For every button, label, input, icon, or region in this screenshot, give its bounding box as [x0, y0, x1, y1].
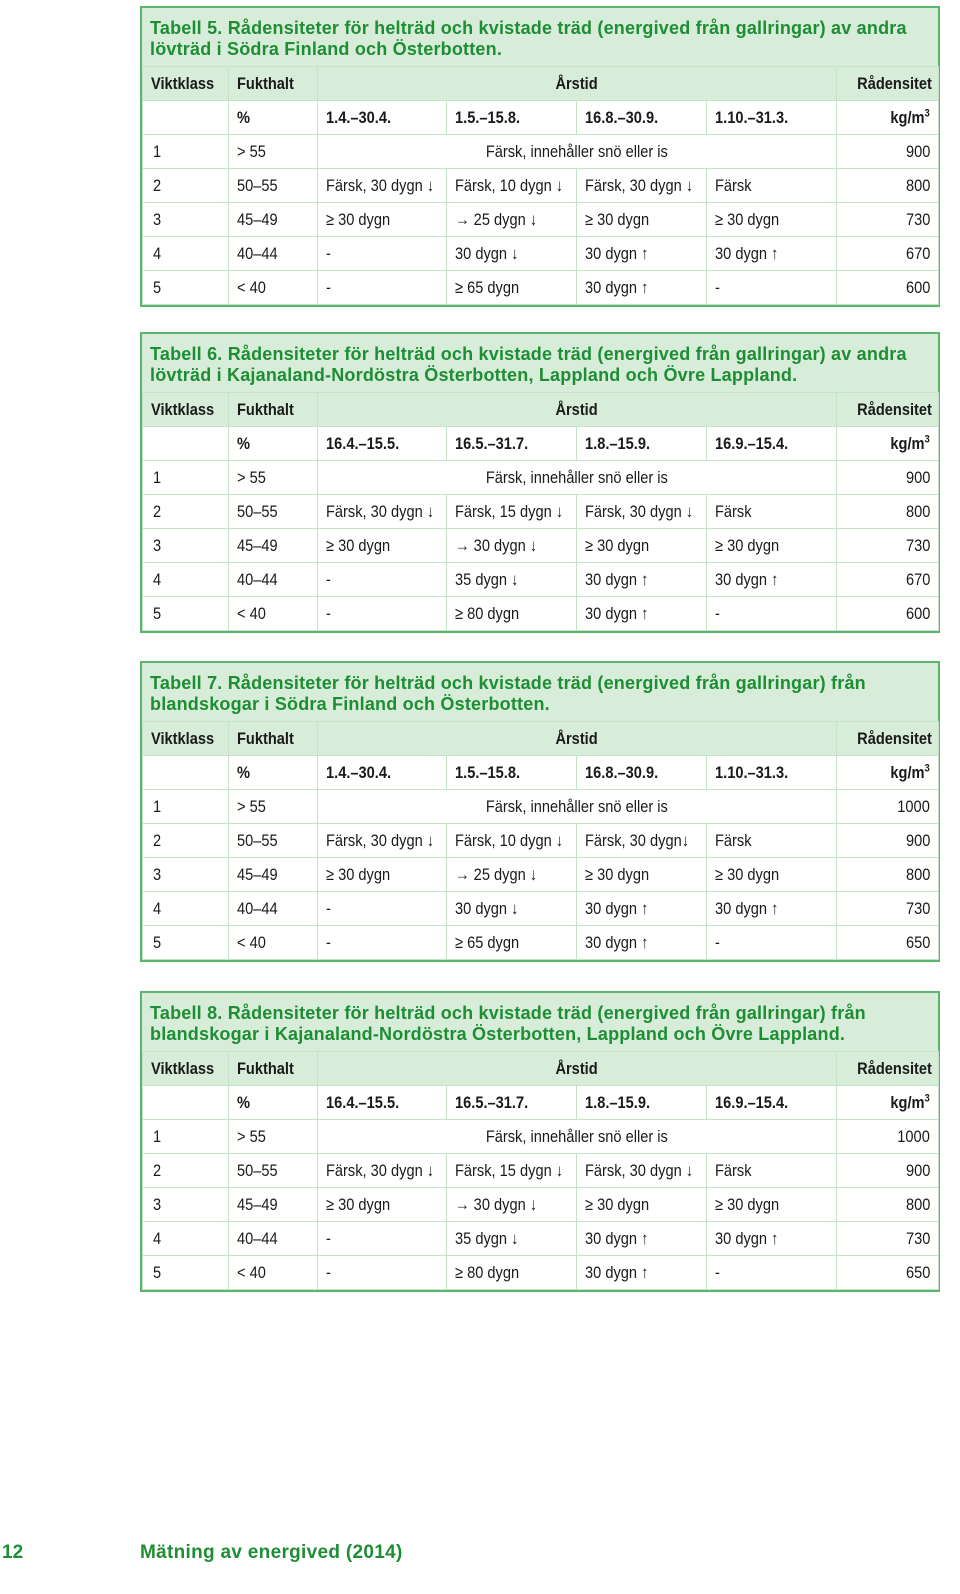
densitet-cell: 730 — [837, 529, 939, 563]
season-cell: ≥ 65 dygn — [447, 271, 577, 305]
fukthalt-cell: 45–49 — [229, 529, 318, 563]
season-cell: - — [318, 237, 447, 271]
season-cell: Färsk, 30 dygn ↓ — [318, 495, 447, 529]
season-cell: ≥ 30 dygn — [577, 858, 707, 892]
season-cell: Färsk, 30 dygn↓ — [577, 824, 707, 858]
col-header-fukthalt: Fukthalt — [229, 67, 318, 101]
period-header: 16.4.–15.5. — [318, 1086, 447, 1120]
season-cell: 30 dygn ↑ — [577, 563, 707, 597]
table-row — [143, 1120, 939, 1154]
densitet-cell: 650 — [837, 1256, 939, 1290]
season-cell: - — [707, 597, 837, 631]
fukthalt-cell: > 55 — [229, 1120, 318, 1154]
viktklass-cell: 3 — [143, 203, 229, 237]
densitet-cell: 730 — [837, 892, 939, 926]
density-table — [142, 392, 939, 631]
season-cell: ≥ 65 dygn — [447, 926, 577, 960]
viktklass-cell: 4 — [143, 237, 229, 271]
season-cell: Färsk — [707, 824, 837, 858]
season-cell: Färsk, 30 dygn ↓ — [318, 824, 447, 858]
densitet-cell: 900 — [837, 461, 939, 495]
fukthalt-cell: 45–49 — [229, 203, 318, 237]
period-header: 1.8.–15.9. — [577, 427, 707, 461]
units-row — [143, 756, 939, 790]
season-cell: - — [318, 271, 447, 305]
table-7 — [140, 661, 940, 962]
period-header: 16.8.–30.9. — [577, 756, 707, 790]
table-title: Tabell 6. Rådensiteter för helträd och kvistade träd (energived från gallringar) av andra lövträd i Kajanaland-Nordöstra Österbotten, Lappland och Övre Lappland. — [142, 334, 938, 392]
season-cell: → 25 dygn ↓ — [447, 858, 577, 892]
page-footer — [0, 1538, 960, 1568]
season-cell: - — [318, 1256, 447, 1290]
season-cell: Färsk — [707, 169, 837, 203]
col-header-arstid: Årstid — [318, 722, 837, 756]
table-row — [143, 461, 939, 495]
densitet-cell: 1000 — [837, 1120, 939, 1154]
table-row — [143, 824, 939, 858]
viktklass-cell: 1 — [143, 461, 229, 495]
fukthalt-cell: > 55 — [229, 461, 318, 495]
period-header: 1.8.–15.9. — [577, 1086, 707, 1120]
publication-title: Mätning av energived (2014) — [140, 1542, 403, 1563]
unit-percent: % — [229, 756, 318, 790]
table-row — [143, 271, 939, 305]
fukthalt-cell: 45–49 — [229, 858, 318, 892]
col-header-viktklass: Viktklass — [143, 67, 229, 101]
densitet-cell: 800 — [837, 1188, 939, 1222]
season-cell: ≥ 80 dygn — [447, 1256, 577, 1290]
season-cell: ≥ 30 dygn — [577, 203, 707, 237]
season-cell: ≥ 30 dygn — [577, 529, 707, 563]
viktklass-cell: 5 — [143, 271, 229, 305]
period-header: 1.5.–15.8. — [447, 756, 577, 790]
season-cell: - — [707, 1256, 837, 1290]
col-header-viktklass: Viktklass — [143, 722, 229, 756]
col-header-radensitet: Rådensitet — [837, 393, 939, 427]
col-header-radensitet: Rådensitet — [837, 722, 939, 756]
densitet-cell: 650 — [837, 926, 939, 960]
fukthalt-cell: < 40 — [229, 1256, 318, 1290]
densitet-cell: 730 — [837, 1222, 939, 1256]
period-header: 16.5.–31.7. — [447, 427, 577, 461]
fukthalt-cell: < 40 — [229, 271, 318, 305]
table-row — [143, 135, 939, 169]
period-header: 1.10.–31.3. — [707, 756, 837, 790]
viktklass-cell: 2 — [143, 495, 229, 529]
season-cell: - — [318, 892, 447, 926]
page-number: 12 — [2, 1542, 24, 1563]
header-row — [143, 722, 939, 756]
fukthalt-cell: < 40 — [229, 926, 318, 960]
viktklass-cell: 2 — [143, 824, 229, 858]
table-row — [143, 1188, 939, 1222]
season-cell: → 30 dygn ↓ — [447, 529, 577, 563]
season-cell: - — [318, 563, 447, 597]
season-cell: 30 dygn ↑ — [577, 1256, 707, 1290]
fukthalt-cell: 40–44 — [229, 1222, 318, 1256]
season-cell: ≥ 30 dygn — [577, 1188, 707, 1222]
season-cell: Färsk, 15 dygn ↓ — [447, 1154, 577, 1188]
viktklass-cell: 5 — [143, 926, 229, 960]
table-row — [143, 1154, 939, 1188]
densitet-cell: 800 — [837, 858, 939, 892]
season-cell: 30 dygn ↑ — [707, 237, 837, 271]
period-header: 1.4.–30.4. — [318, 756, 447, 790]
col-header-arstid: Årstid — [318, 393, 837, 427]
table-row — [143, 563, 939, 597]
table-title: Tabell 8. Rådensiteter för helträd och kvistade träd (energived från gallringar) från blandskogar i Kajanaland-Nordöstra Österbotten, Lappland och Övre Lappland. — [142, 993, 938, 1051]
season-cell: - — [318, 926, 447, 960]
season-cell: Färsk — [707, 1154, 837, 1188]
season-cell: ≥ 30 dygn — [318, 529, 447, 563]
table-6 — [140, 332, 940, 633]
season-cell: ≥ 30 dygn — [318, 203, 447, 237]
unit-density: $kg/m^3$ — [837, 101, 939, 135]
season-cell: 30 dygn ↑ — [707, 563, 837, 597]
season-cell: Färsk, 30 dygn ↓ — [318, 1154, 447, 1188]
density-table — [142, 1051, 939, 1290]
viktklass-cell: 3 — [143, 529, 229, 563]
fukthalt-cell: 50–55 — [229, 824, 318, 858]
table-row — [143, 529, 939, 563]
season-cell: Färsk, 10 dygn ↓ — [447, 824, 577, 858]
fukthalt-cell: 50–55 — [229, 169, 318, 203]
col-header-fukthalt: Fukthalt — [229, 1052, 318, 1086]
col-header-viktklass: Viktklass — [143, 1052, 229, 1086]
table-5 — [140, 6, 940, 307]
season-cell: 30 dygn ↑ — [577, 237, 707, 271]
season-cell: → 25 dygn ↓ — [447, 203, 577, 237]
period-header: 16.5.–31.7. — [447, 1086, 577, 1120]
table-row — [143, 926, 939, 960]
viktklass-cell: 2 — [143, 1154, 229, 1188]
table-row — [143, 495, 939, 529]
viktklass-cell: 4 — [143, 563, 229, 597]
col-header-radensitet: Rådensitet — [837, 67, 939, 101]
season-cell: Färsk, innehåller snö eller is — [318, 135, 837, 169]
season-cell: → 30 dygn ↓ — [447, 1188, 577, 1222]
season-cell: ≥ 30 dygn — [707, 529, 837, 563]
viktklass-cell: 3 — [143, 1188, 229, 1222]
fukthalt-cell: 40–44 — [229, 237, 318, 271]
fukthalt-cell: 40–44 — [229, 892, 318, 926]
units-row — [143, 1086, 939, 1120]
col-header-viktklass: Viktklass — [143, 393, 229, 427]
unit-percent: % — [229, 1086, 318, 1120]
season-cell: 30 dygn ↑ — [577, 597, 707, 631]
table-row — [143, 790, 939, 824]
table-row — [143, 858, 939, 892]
header-row — [143, 1052, 939, 1086]
season-cell: Färsk, 30 dygn ↓ — [577, 1154, 707, 1188]
col-header-radensitet: Rådensitet — [837, 1052, 939, 1086]
season-cell: Färsk, innehåller snö eller is — [318, 461, 837, 495]
table-row — [143, 203, 939, 237]
fukthalt-cell: 40–44 — [229, 563, 318, 597]
unit-percent: % — [229, 101, 318, 135]
season-cell: - — [707, 926, 837, 960]
unit-density: $kg/m^3$ — [837, 756, 939, 790]
table-row — [143, 237, 939, 271]
season-cell: 30 dygn ↑ — [577, 892, 707, 926]
season-cell: Färsk, innehåller snö eller is — [318, 1120, 837, 1154]
fukthalt-cell: 50–55 — [229, 1154, 318, 1188]
season-cell: ≥ 30 dygn — [707, 858, 837, 892]
season-cell: Färsk, 30 dygn ↓ — [577, 495, 707, 529]
fukthalt-cell: 45–49 — [229, 1188, 318, 1222]
table-row — [143, 169, 939, 203]
season-cell: Färsk, 15 dygn ↓ — [447, 495, 577, 529]
table-8 — [140, 991, 940, 1292]
season-cell: 30 dygn ↑ — [577, 271, 707, 305]
season-cell: 30 dygn ↓ — [447, 892, 577, 926]
season-cell: ≥ 30 dygn — [318, 858, 447, 892]
season-cell: 30 dygn ↑ — [577, 926, 707, 960]
density-table — [142, 721, 939, 960]
season-cell: ≥ 30 dygn — [707, 1188, 837, 1222]
season-cell: 30 dygn ↑ — [707, 1222, 837, 1256]
season-cell: ≥ 80 dygn — [447, 597, 577, 631]
season-cell: 35 dygn ↓ — [447, 563, 577, 597]
season-cell: 35 dygn ↓ — [447, 1222, 577, 1256]
period-header: 16.9.–15.4. — [707, 1086, 837, 1120]
densitet-cell: 900 — [837, 135, 939, 169]
unit-percent: % — [229, 427, 318, 461]
table-title: Tabell 7. Rådensiteter för helträd och kvistade träd (energived från gallringar) från blandskogar i Södra Finland och Österbotten. — [142, 663, 938, 721]
season-cell: Färsk, 30 dygn ↓ — [577, 169, 707, 203]
period-header: 16.8.–30.9. — [577, 101, 707, 135]
viktklass-cell: 1 — [143, 135, 229, 169]
units-row — [143, 101, 939, 135]
period-header: 1.4.–30.4. — [318, 101, 447, 135]
viktklass-cell: 1 — [143, 1120, 229, 1154]
period-header: 1.5.–15.8. — [447, 101, 577, 135]
table-row — [143, 597, 939, 631]
col-header-fukthalt: Fukthalt — [229, 722, 318, 756]
viktklass-cell: 5 — [143, 597, 229, 631]
densitet-cell: 900 — [837, 1154, 939, 1188]
unit-density: $kg/m^3$ — [837, 1086, 939, 1120]
densitet-cell: 670 — [837, 237, 939, 271]
col-header-fukthalt: Fukthalt — [229, 393, 318, 427]
viktklass-cell: 1 — [143, 790, 229, 824]
fukthalt-cell: > 55 — [229, 790, 318, 824]
densitet-cell: 900 — [837, 824, 939, 858]
fukthalt-cell: 50–55 — [229, 495, 318, 529]
densitet-cell: 800 — [837, 495, 939, 529]
season-cell: Färsk, 10 dygn ↓ — [447, 169, 577, 203]
viktklass-cell: 5 — [143, 1256, 229, 1290]
col-header-arstid: Årstid — [318, 67, 837, 101]
density-table — [142, 66, 939, 305]
season-cell: 30 dygn ↑ — [707, 892, 837, 926]
unit-density: $kg/m^3$ — [837, 427, 939, 461]
fukthalt-cell: > 55 — [229, 135, 318, 169]
season-cell: - — [318, 597, 447, 631]
densitet-cell: 600 — [837, 597, 939, 631]
season-cell: Färsk, innehåller snö eller is — [318, 790, 837, 824]
fukthalt-cell: < 40 — [229, 597, 318, 631]
col-header-arstid: Årstid — [318, 1052, 837, 1086]
season-cell: Färsk, 30 dygn ↓ — [318, 169, 447, 203]
season-cell: 30 dygn ↓ — [447, 237, 577, 271]
densitet-cell: 600 — [837, 271, 939, 305]
viktklass-cell: 4 — [143, 892, 229, 926]
period-header: 1.10.–31.3. — [707, 101, 837, 135]
densitet-cell: 730 — [837, 203, 939, 237]
densitet-cell: 800 — [837, 169, 939, 203]
season-cell: ≥ 30 dygn — [318, 1188, 447, 1222]
season-cell: 30 dygn ↑ — [577, 1222, 707, 1256]
period-header: 16.4.–15.5. — [318, 427, 447, 461]
season-cell: - — [318, 1222, 447, 1256]
units-row — [143, 427, 939, 461]
period-header: 16.9.–15.4. — [707, 427, 837, 461]
season-cell: ≥ 30 dygn — [707, 203, 837, 237]
header-row — [143, 67, 939, 101]
viktklass-cell: 4 — [143, 1222, 229, 1256]
table-row — [143, 1222, 939, 1256]
viktklass-cell: 2 — [143, 169, 229, 203]
header-row — [143, 393, 939, 427]
viktklass-cell: 3 — [143, 858, 229, 892]
densitet-cell: 1000 — [837, 790, 939, 824]
densitet-cell: 670 — [837, 563, 939, 597]
season-cell: Färsk — [707, 495, 837, 529]
table-title: Tabell 5. Rådensiteter för helträd och kvistade träd (energived från gallringar) av andra lövträd i Södra Finland och Österbotten. — [142, 8, 938, 66]
table-row — [143, 1256, 939, 1290]
table-row — [143, 892, 939, 926]
season-cell: - — [707, 271, 837, 305]
